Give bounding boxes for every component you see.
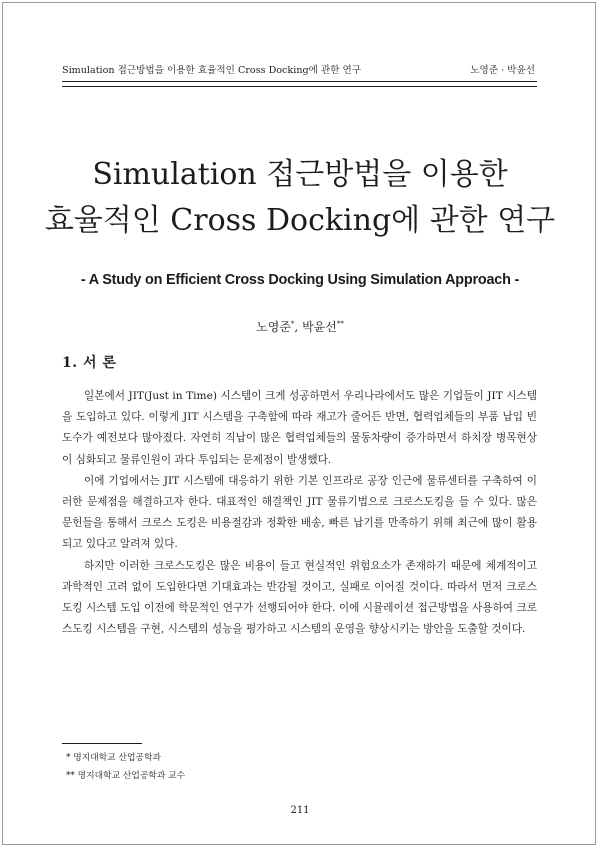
paragraph-1: 일본에서 JIT(Just in Time) 시스템이 크게 성공하면서 우리나라에서도 많은 기업들이 JIT 시스템을 도입하고 있다. 이렇게 JIT 시스템을 구축함에 따라 재고가 줄어든 반면, 협력업체들의 부품 납입 빈도수가 예전보다 많아졌다. 자연히 직납이 많은 협력업체들의 물동차량이 증가하면서 하치장 병목현상이 심화되고 물류인원이 과다 투입되는 문제점이 발생했다. <box>62 390 537 466</box>
paragraph-3: 하지만 이러한 크로스도킹은 많은 비용이 들고 현실적인 위험요소가 존재하기 때문에 체계적이고 과학적인 고려 없이 도입한다면 기대효과는 반감될 것이고, 실패로 이어질 것이다. 따라서 먼저 크로스도킹 시스템 도입 이전에 학문적인 연구가 선행되어야 한다. 이에 시뮬레이션 접근방법을 사용하여 크로스도킹 시스템을 구현, 시스템의 성능을 평가하고 시스템의 운영을 향상시키는 방안을 도출할 것이다. <box>62 559 537 636</box>
running-header-authors: 노영준 · 박윤선 <box>470 65 535 76</box>
section-heading: 1. 서 론 <box>62 355 117 371</box>
footnote-rule <box>62 743 142 744</box>
author-1: 노영준 <box>256 320 291 334</box>
paper-subtitle: - A Study on Efficient Cross Docking Using Simulation Approach - <box>80 272 520 288</box>
author-1-mark: * <box>290 320 295 328</box>
running-header <box>62 62 537 82</box>
body-text <box>62 386 537 640</box>
running-header-title: Simulation 접근방법을 이용한 효율적인 Cross Docking에 관한 연구 <box>62 65 362 76</box>
page-number: 211 <box>290 805 310 816</box>
paper-title-line-1: Simulation 접근방법을 이용한 <box>92 157 508 192</box>
author-2: 박윤선 <box>302 320 337 334</box>
author-line <box>40 318 560 335</box>
paragraph-2: 이에 기업에서는 JIT 시스템에 대응하기 위한 기본 인프라로 공장 인근에 물류센터를 구축하여 이러한 문제점을 해결하고자 한다. 대표적인 해결책인 JIT 물류기법으로 크로스도킹을 들 수 있다. 많은 문헌들을 통해서 크로스 도킹은 비용절감과 정확한 배송, 빠른 납기를 만족하기 위해 최근에 많이 활용되고 있다고 알려져 있다. <box>62 474 537 551</box>
footnote-1: * 명지대학교 산업공학과 <box>66 753 161 763</box>
author-separator: , <box>294 320 303 334</box>
header-rule <box>62 86 537 87</box>
paper-title-line-2: 효율적인 Cross Docking에 관한 연구 <box>44 203 556 238</box>
footnote-2: ** 명지대학교 산업공학과 교수 <box>66 771 186 781</box>
author-2-mark: ** <box>336 320 344 328</box>
